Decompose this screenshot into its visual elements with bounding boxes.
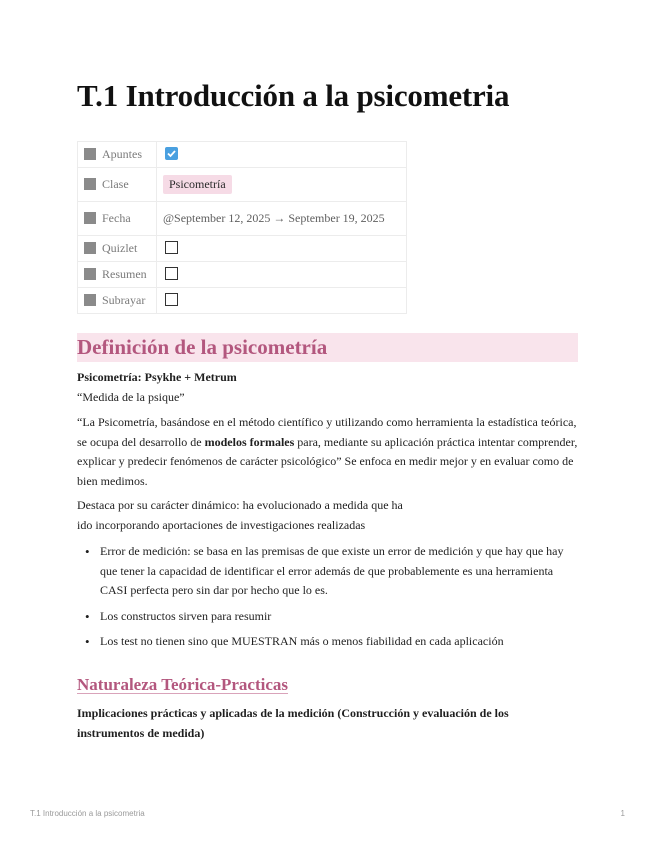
dynamic-paragraph: Destaca por su carácter dinámico: ha evolucionado a medida que ha ido incorporando aportaciones de investigaciones realizadas [77,498,403,532]
footer-page-number: 1 [620,809,625,818]
definition-quote: “La Psicometría, basándose en el método científico y utilizando como herramienta la estadística teórica, se ocupa del desarrollo de modelos formales para, mediante su aplicación práctica intentar comprender, explicar y predecir fenómenos de carácter psicológico” Se enfoca en medir mejor y en evaluar como de bien medimos. [77,415,578,488]
page-title: T.1 Introducción a la psicometria [77,78,510,113]
property-row-clase [78,168,407,202]
property-row-apuntes [78,142,407,168]
fecha-value[interactable]: @September 12, 2025 → September 19, 2025 [157,202,407,236]
property-label: Subrayar [102,293,146,307]
property-row-fecha [78,202,407,236]
properties-table [77,141,407,314]
property-row-resumen [78,262,407,288]
property-label: Resumen [102,267,147,281]
resumen-checkbox[interactable] [165,267,178,280]
section-heading-naturaleza: Naturaleza Teórica-Practicas [77,675,289,694]
property-icon [84,242,96,254]
clase-tag[interactable]: Psicometría [163,175,232,194]
subrayar-checkbox[interactable] [165,293,178,306]
property-label: Clase [102,177,129,191]
property-icon [84,294,96,306]
property-icon [84,212,96,224]
etymology-bold: Psicometría: Psykhe + Metrum [77,370,237,384]
property-label: Quizlet [102,241,138,255]
list-item: • Los constructos sirven para resumir [100,607,578,627]
property-label: Apuntes [102,147,142,161]
etymology-block [77,368,578,407]
bullet-list [77,542,578,658]
implicaciones-subheading: Implicaciones prácticas y aplicadas de la medición (Construcción y evaluación de los instrumentos de medida) [77,706,509,740]
list-item: • Error de medición: se basa en las premisas de que existe un error de medición y que hay que hay que tener la capacidad de identificar el error además de que probablemente es una herramienta CASI perfecta pero sin dar por hecho que lo es. [100,542,578,601]
property-row-quizlet [78,236,407,262]
property-row-subrayar [78,288,407,314]
property-icon [84,148,96,160]
list-item: • Los test no tienen sino que MUESTRAN más o menos fiabilidad en cada aplicación [100,632,578,652]
section-heading-definicion: Definición de la psicometría [77,333,578,362]
modelos-formales-bold: modelos formales [204,434,295,449]
footer-title: T.1 Introducción a la psicometria [30,809,145,818]
checkmark-icon [166,148,177,159]
etymology-meaning: “Medida de la psique” [77,389,185,404]
property-icon [84,268,96,280]
apuntes-checkbox[interactable] [165,147,178,160]
property-icon [84,178,96,190]
property-label: Fecha [102,211,131,225]
quizlet-checkbox[interactable] [165,241,178,254]
